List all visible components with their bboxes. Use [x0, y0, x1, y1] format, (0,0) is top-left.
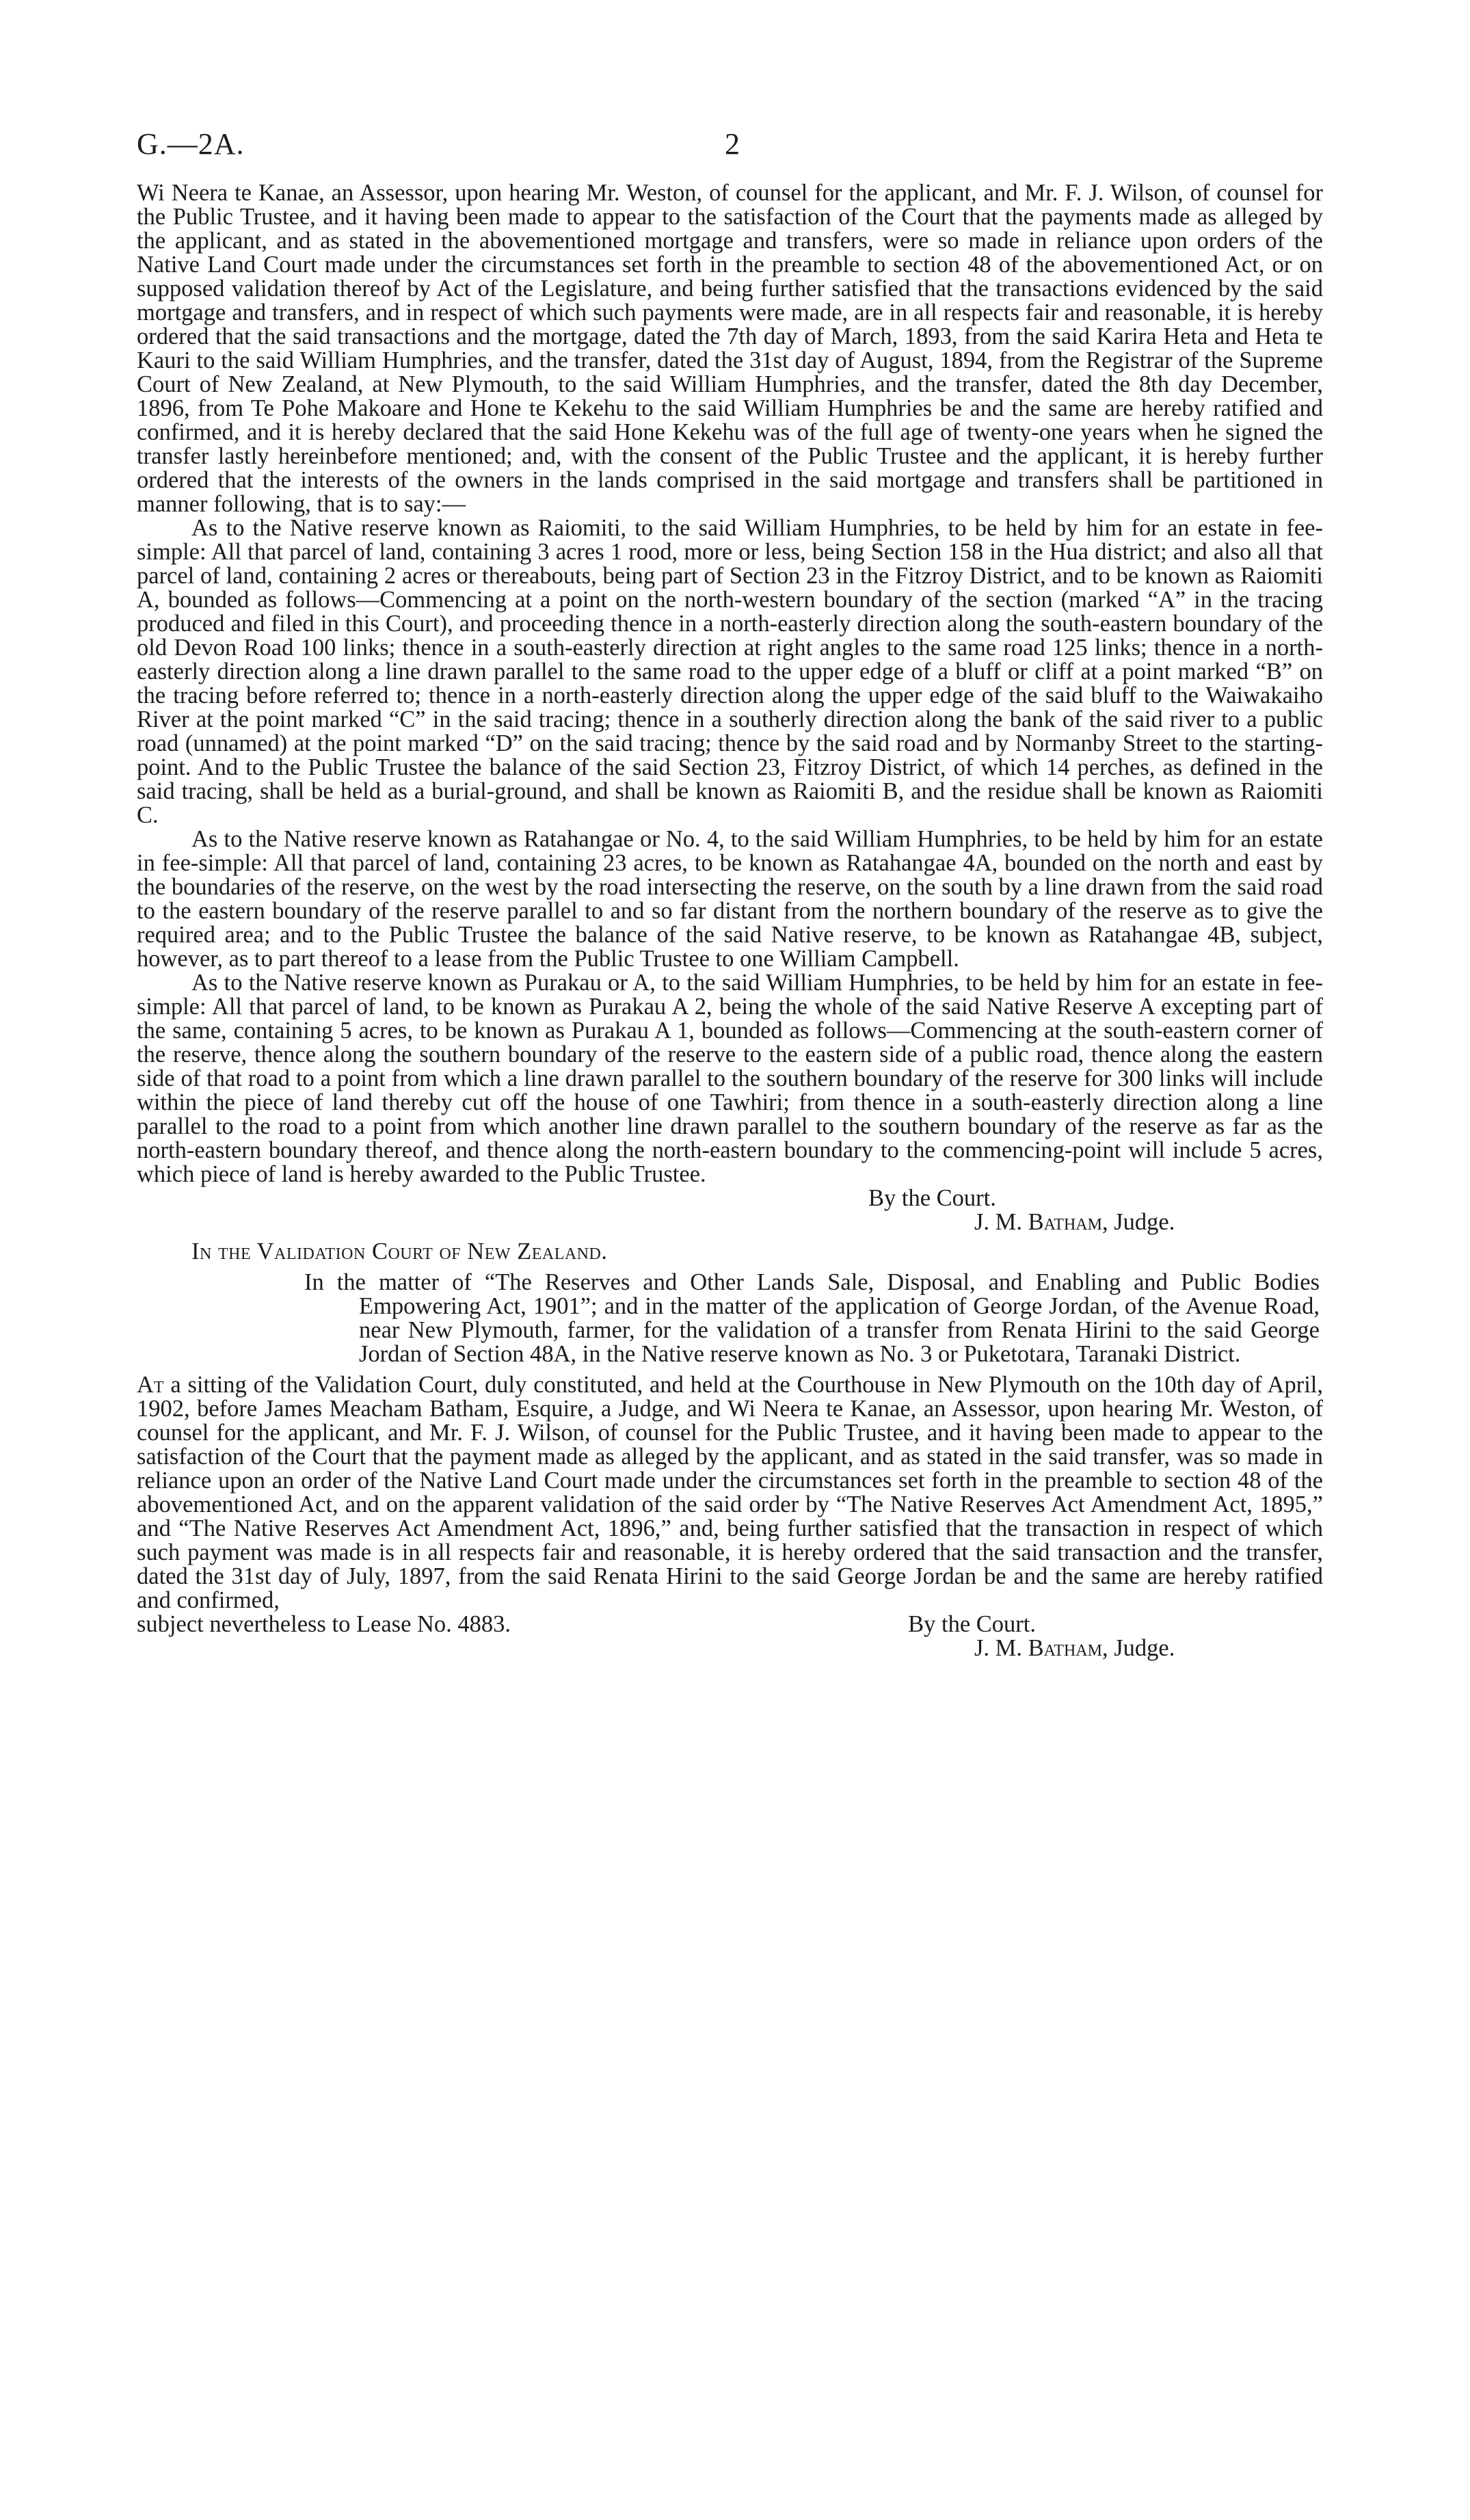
- ratahangae-paragraph: As to the Native reserve known as Ratahangae or No. 4, to the said William Humphries, to be held by him for an estate in fee-simple: All that parcel of land, containing 23 acres, to be known as Ratahangae 4A, bounded on the north and east by the boundaries of the reserve, on the west by the road intersecting the reserve, on the south by a line drawn from the said road to the eastern boundary of the reserve parallel to and so far distant from the northern boundary of the reserve as to give the required area; and to the Public Trustee the balance of the said Native reserve, to be known as Ratahangae 4B, subject, however, as to part thereof to a lease from the Public Trustee to one William Campbell.: [137, 826, 1323, 972]
- judge-name-2: Batham: [1028, 1635, 1102, 1661]
- by-the-court-2: By the Court.: [908, 1611, 1036, 1637]
- matter-paragraph: In the matter of “The Reserves and Other Lands Sale, Disposal, and Enabling and Public Bodies Empowering Act, 1901”; and in the matter of the application of George Jordan, of the Avenue Road, near New Plymouth, farmer, for the validation of a transfer from Renata Hirini to the said George Jordan of Section 48A, in the Native reserve known as No. 3 or Puketotara, Taranaki District.: [304, 1269, 1320, 1367]
- raiomiti-paragraph: As to the Native reserve known as Raiomiti, to the said William Humphries, to be held by him for an estate in fee-simple: All that parcel of land, containing 3 acres 1 rood, more or less, being Section 158 in the Hua district; and also all that parcel of land, containing 2 acres or thereabouts, being part of Section 23 in the Fitzroy District, and to be known as Raiomiti A, bounded as follows—Commencing at a point on the north-western boundary of the section (marked “A” in the tracing produced and filed in this Court), and proceeding thence in a north-easterly direction along the south-eastern boundary of the old Devon Road 100 links; thence in a south-easterly direction at right angles to the same road 125 links; thence in a north-easterly direction along a line drawn parallel to the same road to the upper edge of a bluff or cliff at a point marked “B” on the tracing before referred to; thence in a north-easterly direction along the upper edge of the said bluff to the Waiwakaiho River at the point marked “C” in the said tracing; thence in a southerly direction along the bank of the said river to a public road (unnamed) at the point marked “D” on the said tracing; thence by the said road and by Normanby Street to the starting-point. And to the Public Trustee the balance of the said Section 23, Fitzroy District, of which 14 perches, as defined in the said tracing, shall be held as a burial-ground, and shall be known as Raiomiti B, and the residue shall be known as Raiomiti C.: [137, 515, 1323, 828]
- order-text: a sitting of the Validation Court, duly constituted, and held at the Courthouse in New Plymouth on the 10th day of April, 1902, before James Meacham Batham, Esquire, a Judge, and Wi Neera te Kanae, an Assessor, upon hearing Mr. Weston, of counsel for the applicant, and Mr. F. J. Wilson, of counsel for the Public Trustee, and it having been made to appear to the satisfaction of the Court that the payment made as alleged by the applicant, and as stated in the said transfer, was so made in reliance upon an order of the Native Land Court made under the circumstances set forth in the preamble to section 48 of the abovementioned Act, and on the apparent validation of the said order by “The Native Reserves Act Amendment Act, 1895,” and “The Native Reserves Act Amendment Act, 1896,” and, being further satisfied that the transaction in respect of which such payment was made is in all respects fair and reasonable, it is hereby ordered that the said transaction and the transfer, dated the 31st day of July, 1897, from the said Renata Hirini to the said George Jordan be and the same are hereby ratified and confirmed,: [137, 1372, 1324, 1613]
- order-last-line: [137, 1613, 1323, 1636]
- judge-name: Batham: [1028, 1209, 1102, 1235]
- signature-block-1: [137, 1186, 1323, 1234]
- order-last-line-text: subject nevertheless to Lease No. 4883.: [137, 1611, 511, 1637]
- purakau-paragraph: As to the Native reserve known as Purakau or A, to the said William Humphries, to be held by him for an estate in fee-simple: All that parcel of land, to be known as Purakau A 2, being the whole of the said Native Reserve A excepting part of the same, containing 5 acres, to be known as Purakau A 1, bounded as follows—Commencing at the south-eastern corner of the reserve, thence along the southern boundary of the reserve to the eastern side of a public road, thence along the eastern side of that road to a point from which a line drawn parallel to the southern boundary of the reserve for 300 links will include within the piece of land thereby cut off the house of one Tawhiri; from thence in a south-easterly direction along a line parallel to the road to a point from which another line drawn parallel to the southern boundary of the reserve as far as the north-eastern boundary thereof, and thence along the north-eastern boundary to the commencing-point will include 5 acres, which piece of land is hereby awarded to the Public Trustee.: [137, 970, 1323, 1187]
- document-body: [137, 181, 1323, 1660]
- judge-initials-2: J. M.: [974, 1635, 1022, 1661]
- judge-suffix-2: , Judge.: [1101, 1635, 1175, 1661]
- by-the-court: By the Court.: [868, 1185, 996, 1211]
- document-reference: G.—2A.: [137, 127, 245, 161]
- page-header: [137, 127, 1333, 168]
- continuation-paragraph: Wi Neera te Kanae, an Assessor, upon hearing Mr. Weston, of counsel for the applicant, and Mr. F. J. Wilson, of counsel for the Public Trustee, and it having been made to appear to the satisfaction of the Court that the payments made as alleged by the applicant, and as stated in the abovementioned mortgage and transfers, were so made in reliance upon orders of the Native Land Court made under the circumstances set forth in the preamble to section 48 of the abovementioned Act, or on supposed validation thereof by Act of the Legislature, and being further satisfied that the transactions evidenced by the said mortgage and transfers, and in respect of which such payments were made, are in all respects fair and reasonable, it is hereby ordered that the said transactions and the mortgage, dated the 7th day of March, 1893, from the said Karira Heta and Heta te Kauri to the said William Humphries, and the transfer, dated the 31st day of August, 1894, from the Registrar of the Supreme Court of New Zealand, at New Plymouth, to the said William Humphries, and the transfer, dated the 8th day December, 1896, from Te Pohe Makoare and Hone te Kekehu to the said William Humphries be and the same are hereby ratified and confirmed, and it is hereby declared that the said Hone Kekehu was of the full age of twenty-one years when he signed the transfer lastly hereinbefore mentioned; and, with the consent of the Public Trustee and the applicant, it is hereby further ordered that the interests of the owners in the lands comprised in the said mortgage and transfers shall be partitioned in manner following, that is to say:—: [137, 180, 1323, 517]
- judge-suffix: , Judge.: [1101, 1209, 1175, 1235]
- judge-signature-2: [974, 1636, 1323, 1660]
- order-paragraph: [137, 1373, 1323, 1613]
- page-number: 2: [725, 127, 740, 161]
- court-heading: In the Validation Court of New Zealand.: [191, 1238, 608, 1264]
- judge-initials: J. M.: [974, 1209, 1022, 1235]
- order-lead-word: At: [137, 1372, 164, 1398]
- judge-signature: [974, 1210, 1323, 1234]
